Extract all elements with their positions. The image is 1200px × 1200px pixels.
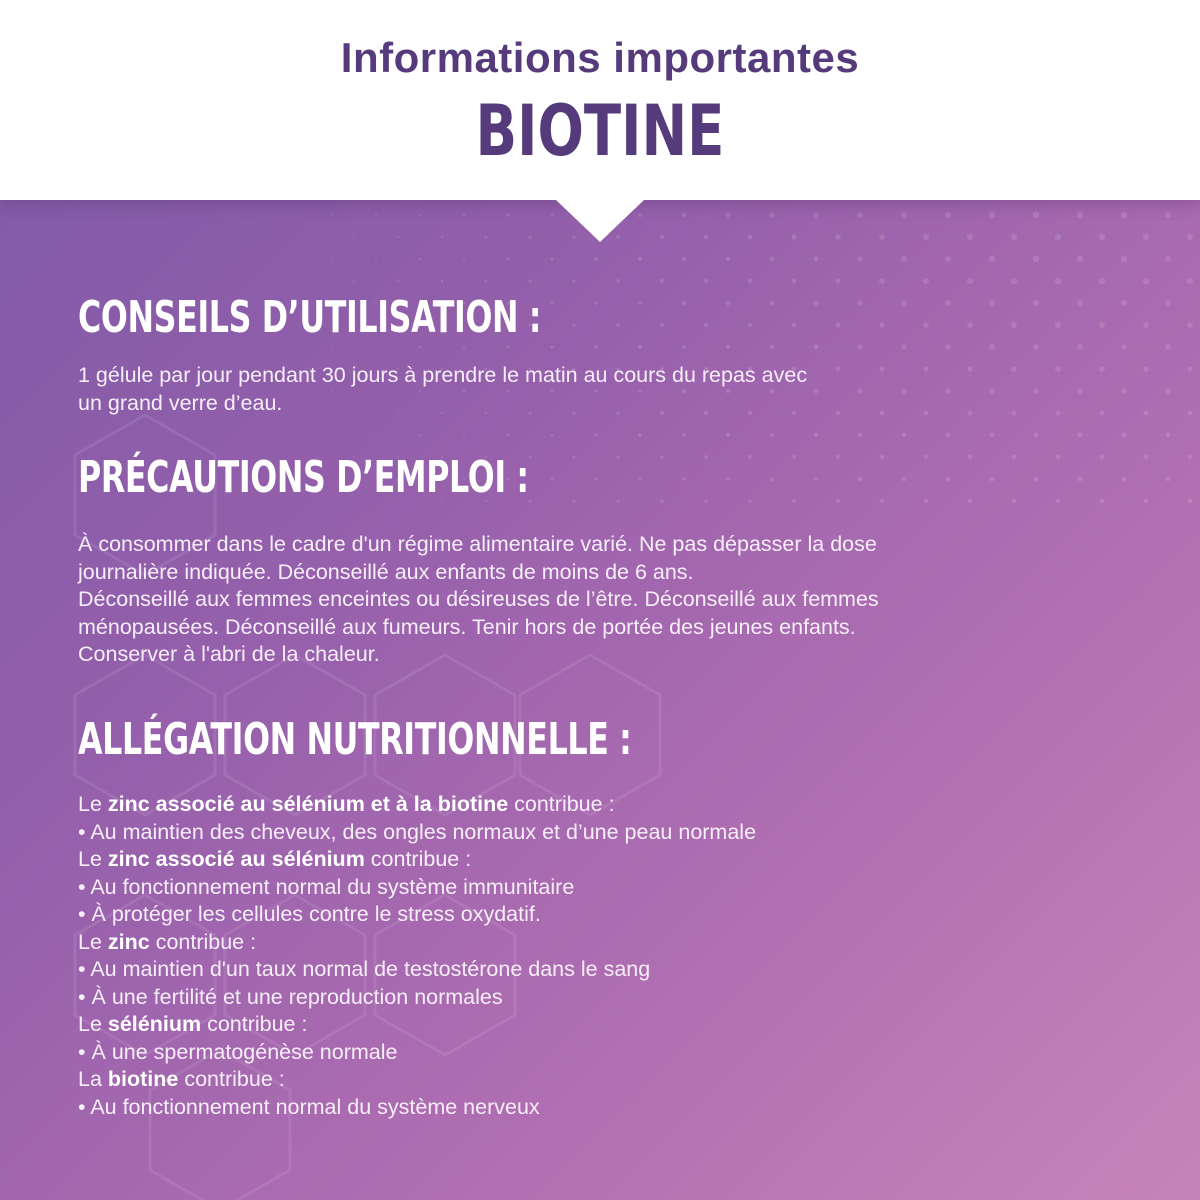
decorative-dot xyxy=(594,257,598,261)
decorative-dot xyxy=(1143,322,1149,328)
precautions-line: Déconseillé aux femmes enceintes ou désireuses de l’être. Déconseillé aux femmes xyxy=(78,587,879,611)
decorative-dot xyxy=(1033,344,1039,350)
decorative-dot xyxy=(463,434,465,436)
claim-intro: La biotine contribue : xyxy=(78,1067,285,1091)
decorative-dot xyxy=(1033,300,1039,306)
decorative-dot xyxy=(397,236,399,238)
decorative-dot xyxy=(1033,212,1040,219)
decorative-dot xyxy=(1122,477,1127,482)
decorative-dot xyxy=(1033,256,1039,262)
decorative-dot xyxy=(1187,234,1193,240)
decorative-dot xyxy=(726,433,730,437)
decorative-dot xyxy=(945,256,951,262)
decorative-dot xyxy=(529,456,532,459)
decorative-dot xyxy=(923,278,929,284)
decorative-dot xyxy=(726,213,731,218)
decorative-dot xyxy=(682,213,686,217)
decorative-dot xyxy=(529,500,531,502)
decorative-dot xyxy=(287,214,288,215)
decorative-dot xyxy=(1165,344,1171,350)
decorative-dot xyxy=(945,300,951,306)
decorative-dot xyxy=(1100,455,1105,460)
decorative-dot xyxy=(835,278,840,283)
decorative-dot xyxy=(704,499,707,502)
decorative-dot xyxy=(990,477,995,482)
claim-bullet: • À protéger les cellules contre le stress oxydatif. xyxy=(78,902,541,926)
decorative-dot xyxy=(1012,499,1017,504)
decorative-dot xyxy=(813,212,818,217)
decorative-dot xyxy=(704,279,708,283)
decorative-dot xyxy=(770,257,775,262)
decorative-dot xyxy=(353,280,355,282)
decorative-dot xyxy=(1078,477,1083,482)
decorative-dot xyxy=(507,346,510,349)
decorative-dot xyxy=(1144,455,1149,460)
decorative-dot xyxy=(704,323,708,327)
decorative-dot xyxy=(1143,234,1149,240)
claim-bullet: • À une fertilité et une reproduction normales xyxy=(78,984,503,1009)
decorative-dot xyxy=(331,258,333,260)
decorative-dot xyxy=(879,234,885,240)
decorative-dot xyxy=(572,323,575,326)
header-subtitle: Informations importantes xyxy=(340,34,860,81)
decorative-dot xyxy=(1099,322,1105,328)
decorative-dot xyxy=(287,258,288,259)
decorative-dot xyxy=(989,212,996,219)
decorative-dot xyxy=(682,433,686,437)
decorative-dot xyxy=(902,477,907,482)
decorative-dot xyxy=(857,256,863,262)
decorative-dot xyxy=(704,235,708,239)
decorative-dot xyxy=(748,323,753,328)
decorative-dot xyxy=(1077,300,1083,306)
decorative-dot xyxy=(1165,256,1171,262)
decorative-dot xyxy=(573,456,576,459)
decorative-dot xyxy=(901,212,907,218)
decorative-dot xyxy=(814,345,819,350)
decorative-dot xyxy=(1165,388,1170,393)
decorative-dot xyxy=(1166,433,1171,438)
decorative-dot xyxy=(397,280,399,282)
decorative-dot xyxy=(1188,455,1193,460)
conseils-text xyxy=(78,362,1118,417)
decorative-dot xyxy=(1122,433,1127,438)
decorative-dot xyxy=(857,212,863,218)
decorative-dot xyxy=(726,477,730,481)
decorative-dot xyxy=(836,499,840,503)
claim-intro: Le zinc associé au sélénium et à la biotine contribue : xyxy=(78,792,615,816)
decorative-dot xyxy=(419,214,421,216)
decorative-dot xyxy=(550,301,553,304)
decorative-dot xyxy=(835,322,840,327)
decorative-dot xyxy=(924,455,929,460)
decorative-dot xyxy=(463,346,465,348)
decorative-dot xyxy=(792,323,797,328)
decorative-dot xyxy=(594,301,598,305)
decorative-dot xyxy=(550,345,553,348)
decorative-dot xyxy=(616,455,619,458)
decorative-dot xyxy=(331,434,332,435)
conseils-line: un grand verre d’eau. xyxy=(78,390,283,415)
decorative-dot xyxy=(1121,212,1128,219)
decorative-dot xyxy=(616,279,620,283)
decorative-dot xyxy=(814,477,818,481)
decorative-dot xyxy=(1143,366,1148,371)
section-title-conseils: CONSEILS D’UTILISATION : xyxy=(78,292,542,343)
decorative-dot xyxy=(1011,234,1018,241)
decorative-dot xyxy=(507,434,510,437)
decorative-dot xyxy=(946,477,951,482)
decorative-dot xyxy=(309,280,310,281)
decorative-dot xyxy=(1187,366,1192,371)
conseils-line: 1 gélule par jour pendant 30 jours à prendre le matin au cours du repas avec xyxy=(78,363,808,387)
decorative-dot xyxy=(1011,278,1017,284)
precautions-line: ménopausées. Déconseillé aux fumeurs. Tenir hors de portée des jeunes enfants. xyxy=(78,614,856,639)
decorative-dot xyxy=(331,214,333,216)
decorative-dot xyxy=(769,212,774,217)
decorative-dot xyxy=(1033,432,1038,437)
decorative-dot xyxy=(1187,278,1193,284)
decorative-dot xyxy=(901,344,906,349)
decorative-dot xyxy=(902,433,907,438)
decorative-dot xyxy=(1144,499,1148,503)
decorative-dot xyxy=(617,500,620,503)
decorative-dot xyxy=(946,433,951,438)
decorative-dot xyxy=(463,258,466,261)
precautions-line: À consommer dans le cadre d'un régime alimentaire varié. Ne pas dépasser la dose xyxy=(78,532,877,556)
decorative-dot xyxy=(1188,499,1192,503)
decorative-dot xyxy=(1100,499,1105,504)
decorative-dot xyxy=(813,256,818,261)
decorative-dot xyxy=(901,300,907,306)
decorative-dot xyxy=(463,214,466,217)
decorative-dot xyxy=(1077,212,1084,219)
decorative-dot xyxy=(572,279,575,282)
decorative-dot xyxy=(507,214,510,217)
decorative-dot xyxy=(814,433,818,437)
decorative-dot xyxy=(968,455,973,460)
decorative-dot xyxy=(1143,410,1148,415)
decorative-dot xyxy=(1056,499,1061,504)
decorative-dot xyxy=(858,433,863,438)
decorative-dot xyxy=(638,433,641,436)
decorative-dot xyxy=(880,499,884,503)
decorative-dot xyxy=(857,344,862,349)
decorative-dot xyxy=(945,344,951,350)
decorative-dot xyxy=(1056,455,1061,460)
decorative-dot xyxy=(989,300,995,306)
header-title: BIOTINE xyxy=(475,90,725,172)
decorative-dot xyxy=(1034,477,1039,482)
decorative-dot xyxy=(792,455,796,459)
decorative-dot xyxy=(770,477,774,481)
claim-bullet: • Au maintien des cheveux, des ongles normaux et d’une peau normale xyxy=(78,819,757,844)
decorative-dot xyxy=(836,455,840,459)
decorative-dot xyxy=(660,279,664,283)
decorative-dot xyxy=(989,256,995,262)
decorative-dot xyxy=(704,455,708,459)
claim-bullet: • Au fonctionnement normal du système nerveux xyxy=(78,1094,540,1119)
decorative-dot xyxy=(1055,278,1061,284)
decorative-dot xyxy=(901,256,907,262)
decorative-dot xyxy=(1011,322,1017,328)
decorative-dot xyxy=(375,346,377,348)
decorative-dot xyxy=(1166,477,1171,482)
decorative-dot xyxy=(1077,256,1083,262)
decorative-dot xyxy=(770,433,774,437)
decorative-dot xyxy=(1077,344,1083,350)
decorative-dot xyxy=(1099,278,1105,284)
header-pointer-arrow xyxy=(556,200,644,242)
decorative-dot xyxy=(638,477,641,480)
decorative-dot xyxy=(1121,300,1127,306)
decorative-dot xyxy=(726,301,730,305)
decorative-dot xyxy=(1121,388,1126,393)
decorative-dot xyxy=(748,455,752,459)
decorative-dot xyxy=(507,258,510,261)
allegation-text xyxy=(78,791,1118,1121)
decorative-dot xyxy=(1121,256,1127,262)
decorative-dot xyxy=(923,234,929,240)
decorative-dot xyxy=(594,433,597,436)
decorative-dot xyxy=(748,235,753,240)
precautions-line: journalière indiquée. Déconseillé aux enfants de moins de 6 ans. xyxy=(78,559,694,584)
section-title-precautions: PRÉCAUTIONS D’EMPLOI : xyxy=(78,452,529,503)
decorative-dot xyxy=(375,258,377,260)
decorative-dot xyxy=(528,279,531,282)
claim-intro: Le zinc contribue : xyxy=(78,929,257,954)
decorative-dot xyxy=(1187,322,1193,328)
decorative-dot xyxy=(638,257,642,261)
decorative-dot xyxy=(1143,278,1149,284)
decorative-dot xyxy=(485,236,488,239)
decorative-dot xyxy=(353,236,355,238)
decorative-dot xyxy=(813,300,818,305)
decorative-dot xyxy=(1077,432,1082,437)
decorative-dot xyxy=(660,323,664,327)
decorative-dot xyxy=(419,346,421,348)
decorative-dot xyxy=(419,434,421,436)
precautions-line: Conserver à l'abri de la chaleur. xyxy=(78,642,380,666)
decorative-dot xyxy=(528,235,531,238)
decorative-dot xyxy=(638,345,642,349)
claim-bullet: • À une spermatogénèse normale xyxy=(78,1039,398,1064)
decorative-dot xyxy=(551,434,554,437)
decorative-dot xyxy=(835,234,840,239)
decorative-dot xyxy=(682,477,685,480)
decorative-dot xyxy=(726,345,730,349)
decorative-dot xyxy=(923,322,929,328)
decorative-dot xyxy=(967,322,973,328)
decorative-dot xyxy=(1188,411,1193,416)
decorative-dot xyxy=(616,323,620,327)
decorative-dot xyxy=(1099,234,1105,240)
decorative-dot xyxy=(989,432,994,437)
decorative-dot xyxy=(857,300,862,305)
decorative-dot xyxy=(595,478,598,481)
decorative-dot xyxy=(660,499,663,502)
claim-bullet: • Au fonctionnement normal du système immunitaire xyxy=(78,874,575,899)
decorative-dot xyxy=(968,499,973,504)
decorative-dot xyxy=(1121,344,1127,350)
claim-intro: Le zinc associé au sélénium contribue : xyxy=(78,847,472,871)
decorative-dot xyxy=(594,345,597,348)
decorative-dot xyxy=(989,344,995,350)
header-banner xyxy=(0,0,1200,200)
decorative-dot xyxy=(792,499,796,503)
decorative-dot xyxy=(858,477,862,481)
decorative-dot xyxy=(1055,322,1061,328)
decorative-dot xyxy=(660,455,663,458)
decorative-dot xyxy=(726,257,731,262)
section-title-allegation: ALLÉGATION NUTRITIONNELLE : xyxy=(78,714,632,765)
decorative-dot xyxy=(375,214,377,216)
decorative-dot xyxy=(682,301,686,305)
decorative-dot xyxy=(967,234,973,240)
decorative-dot xyxy=(879,322,884,327)
decorative-dot xyxy=(1012,455,1017,460)
decorative-dot xyxy=(441,280,443,282)
decorative-dot xyxy=(791,278,796,283)
decorative-dot xyxy=(375,434,377,436)
decorative-dot xyxy=(1165,212,1171,218)
decorative-dot xyxy=(879,278,885,284)
decorative-dot xyxy=(748,499,752,503)
decorative-dot xyxy=(551,478,554,481)
decorative-dot xyxy=(660,235,664,239)
precautions-text xyxy=(78,531,1118,669)
decorative-dot xyxy=(682,257,686,261)
decorative-dot xyxy=(485,280,488,283)
decorative-dot xyxy=(770,301,775,306)
decorative-dot xyxy=(419,258,421,260)
decorative-dot xyxy=(309,236,310,237)
decorative-dot xyxy=(573,500,576,503)
decorative-dot xyxy=(682,345,686,349)
decorative-dot xyxy=(1055,234,1062,241)
decorative-dot xyxy=(967,278,973,284)
decorative-dot xyxy=(945,212,951,218)
decorative-dot xyxy=(550,257,553,260)
decorative-dot xyxy=(791,234,796,239)
decorative-dot xyxy=(638,301,642,305)
decorative-dot xyxy=(880,455,885,460)
decorative-dot xyxy=(550,213,553,216)
claim-intro: Le sélénium contribue : xyxy=(78,1012,308,1036)
decorative-dot xyxy=(770,345,775,350)
decorative-dot xyxy=(331,346,333,348)
decorative-dot xyxy=(748,279,753,284)
decorative-dot xyxy=(924,499,928,503)
decorative-dot xyxy=(1165,300,1171,306)
claim-bullet: • Au maintien d'un taux normal de testostérone dans le sang xyxy=(78,957,651,981)
decorative-dot xyxy=(441,236,443,238)
